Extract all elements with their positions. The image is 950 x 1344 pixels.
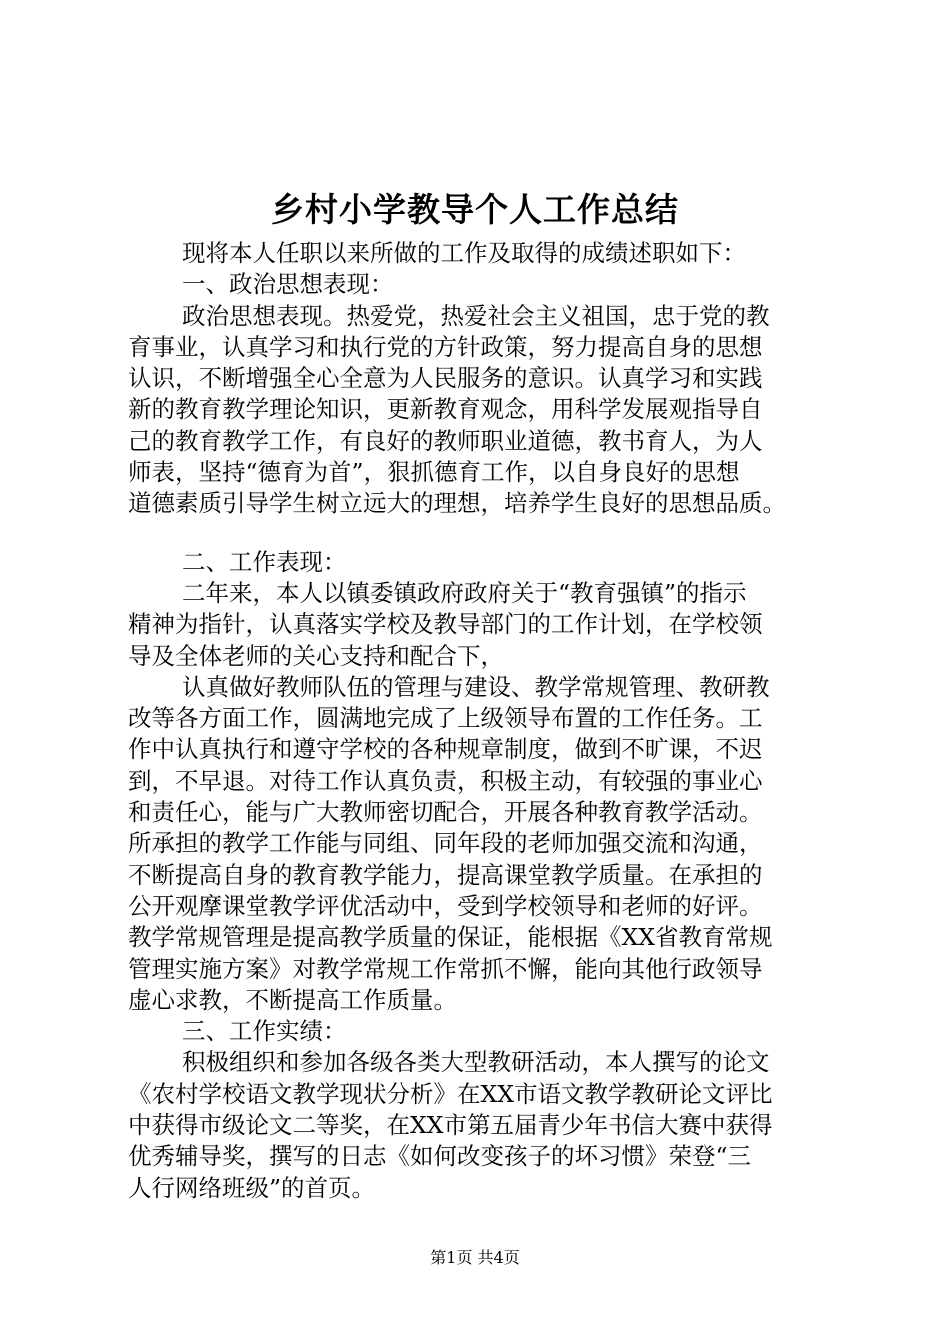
- paragraph-spacer: [128, 520, 840, 547]
- paragraph-political: [128, 301, 840, 520]
- paragraph-line: 认真做好教师队伍的管理与建设、教学常规管理、教研教: [182, 672, 770, 701]
- document-body: [128, 238, 840, 1204]
- paragraph-line: 积极组织和参加各级各类大型教研活动，本人撰写的论文: [182, 1048, 770, 1077]
- paragraph-line: 所承担的教学工作能与同组、同年段的老师加强交流和沟通，: [128, 829, 763, 858]
- paragraph-line: 导及全体老师的关心支持和配合下，: [128, 641, 504, 670]
- paragraph-achievements: [128, 1047, 840, 1203]
- paragraph-line: 精神为指针，认真落实学校及教导部门的工作计划，在学校领: [128, 610, 763, 639]
- paragraph-work-detail: [128, 672, 840, 1016]
- paragraph-line: 道德素质引导学生树立远大的理想，培养学生良好的思想品质。: [128, 489, 786, 518]
- paragraph-line: 《农村学校语文教学现状分析》在XX市语文教学教研论文评比: [128, 1079, 773, 1108]
- paragraph-line: 教学常规管理是提高教学质量的保证，能根据《XX省教育常规: [128, 923, 773, 952]
- paragraph-line: 人行网络班级”的首页。: [128, 1173, 376, 1202]
- paragraph-line: 管理实施方案》对教学常规工作常抓不懈，能向其他行政领导: [128, 954, 763, 983]
- paragraph-line: 不断提高自身的教育教学能力，提高课堂教学质量。在承担的: [128, 860, 763, 889]
- paragraph-line: 和责任心，能与广大教师密切配合，开展各种教育教学活动。: [128, 798, 763, 827]
- document-title: 乡村小学教导个人工作总结: [271, 190, 679, 229]
- intro-paragraph: 现将本人任职以来所做的工作及取得的成绩述职如下：: [182, 239, 746, 267]
- section-heading-work: 二、工作表现：: [182, 547, 347, 576]
- paragraph-line: 二年来，本人以镇委镇政府政府关于“教育强镇”的指示: [182, 578, 747, 607]
- paragraph-line: 优秀辅导奖，撰写的日志《如何改变孩子的坏习惯》荣登“三: [128, 1142, 752, 1171]
- page-number-footer: 第1页 共4页: [430, 1248, 520, 1267]
- paragraph-line: 改等各方面工作，圆满地完成了上级领导布置的工作任务。工: [128, 704, 763, 733]
- paragraph-line: 己的教育教学工作，有良好的教师职业道德，教书育人，为人: [128, 426, 763, 455]
- section-heading-achievements: 三、工作实绩：: [182, 1017, 347, 1046]
- paragraph-line: 政治思想表现。热爱党，热爱社会主义祖国，忠于党的教: [182, 301, 770, 330]
- paragraph-line: 认识，不断增强全心全意为人民服务的意识。认真学习和实践: [128, 364, 763, 393]
- paragraph-line: 中获得市级论文二等奖，在XX市第五届青少年书信大赛中获得: [128, 1111, 773, 1140]
- paragraph-line: 新的教育教学理论知识，更新教育观念，用科学发展观指导自: [128, 395, 763, 424]
- paragraph-line: 育事业，认真学习和执行党的方针政策，努力提高自身的思想: [128, 332, 763, 361]
- paragraph-line: 师表，坚持“德育为首”，狠抓德育工作，以自身良好的思想: [128, 458, 740, 487]
- paragraph-line: 到，不早退。对待工作认真负责，积极主动，有较强的事业心: [128, 766, 763, 795]
- paragraph-line: 作中认真执行和遵守学校的各种规章制度，做到不旷课，不迟: [128, 735, 763, 764]
- paragraph-line: 虚心求教，不断提高工作质量。: [128, 985, 457, 1014]
- paragraph-work-intro: [128, 578, 840, 672]
- section-heading-political: 一、政治思想表现：: [182, 270, 394, 299]
- paragraph-line: 公开观摩课堂教学评优活动中，受到学校领导和老师的好评。: [128, 891, 763, 920]
